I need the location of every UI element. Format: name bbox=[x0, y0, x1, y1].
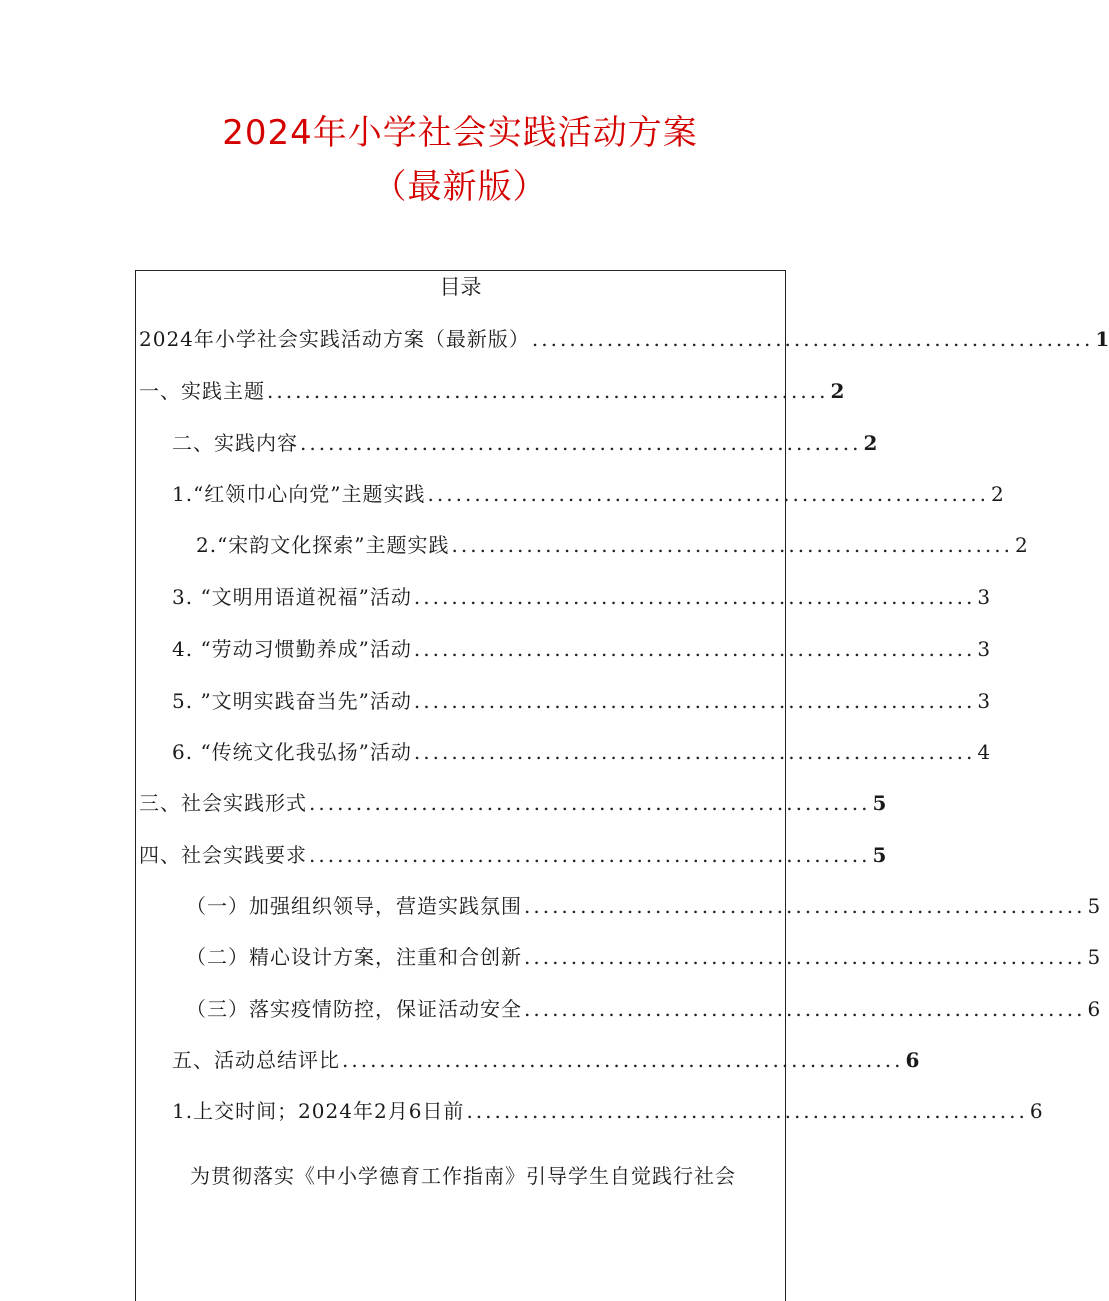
toc-entry[interactable] bbox=[139, 788, 887, 818]
toc-entry-label: （二）精心设计方案，注重和合创新 bbox=[186, 945, 522, 969]
toc-entry-page: 3 bbox=[977, 637, 991, 661]
toc-leader: ............................................................ bbox=[413, 585, 976, 609]
toc-leader: ............................................................ bbox=[531, 327, 1094, 351]
toc-entry-page: 6 bbox=[905, 1048, 920, 1072]
toc-leader: ............................................................ bbox=[413, 689, 976, 713]
toc-entry-label: （一）加强组织领导，营造实践氛围 bbox=[186, 894, 522, 918]
toc-leader: ............................................................ bbox=[524, 894, 1086, 918]
toc-entry-label: 2.“宋韵文化探索”主题实践 bbox=[196, 533, 450, 557]
toc-entry-page: 2 bbox=[1014, 533, 1028, 557]
toc-entry-page: 3 bbox=[977, 585, 991, 609]
toc-entry-page: 4 bbox=[977, 740, 991, 764]
toc-entry-page: 5 bbox=[872, 791, 887, 815]
toc-entry-label: 3. “文明用语道祝福”活动 bbox=[172, 585, 412, 609]
toc-entry-page: 2 bbox=[830, 379, 845, 403]
toc-entry-label: 一、实践主题 bbox=[139, 379, 265, 403]
toc-entry[interactable] bbox=[139, 840, 887, 870]
toc-entry-page: 5 bbox=[1087, 894, 1101, 918]
toc-entry[interactable] bbox=[172, 634, 991, 664]
toc-entry[interactable] bbox=[172, 1096, 1043, 1126]
toc-entry-page: 6 bbox=[1029, 1099, 1043, 1123]
toc-entry[interactable] bbox=[186, 891, 1101, 921]
toc-entry[interactable] bbox=[139, 324, 1109, 354]
toc-entry-label: 1.上交时间；2024年2月6日前 bbox=[172, 1099, 465, 1123]
toc-leader: ............................................................ bbox=[309, 843, 871, 867]
toc-entry-page: 6 bbox=[1087, 997, 1101, 1021]
toc-entry[interactable] bbox=[172, 428, 878, 458]
toc-entry[interactable] bbox=[172, 1045, 920, 1075]
toc-leader: ............................................................ bbox=[413, 637, 976, 661]
toc-entry-page: 5 bbox=[872, 843, 887, 867]
toc-entry-label: 4. “劳动习惯勤养成”活动 bbox=[172, 637, 412, 661]
toc-entry[interactable] bbox=[172, 737, 991, 767]
toc-entry-label: 四、社会实践要求 bbox=[139, 843, 307, 867]
toc-entry-label: 三、社会实践形式 bbox=[139, 791, 307, 815]
toc-entry[interactable] bbox=[172, 686, 991, 716]
toc-entry-label: 2024年小学社会实践活动方案（最新版） bbox=[139, 327, 530, 351]
toc-leader: ............................................................ bbox=[451, 533, 1013, 557]
document-title: 2024年小学社会实践活动方案 bbox=[222, 113, 698, 153]
toc-leader: ............................................................ bbox=[427, 482, 989, 506]
toc-entry-page: 1 bbox=[1095, 327, 1109, 351]
toc-leader: ............................................................ bbox=[309, 791, 871, 815]
toc-entry-label: 6. “传统文化我弘扬”活动 bbox=[172, 740, 412, 764]
toc-entry[interactable] bbox=[139, 376, 845, 406]
toc-frame bbox=[135, 270, 786, 1301]
toc-entry-label: 二、实践内容 bbox=[172, 431, 298, 455]
toc-entry[interactable] bbox=[186, 994, 1101, 1024]
toc-entry-label: 五、活动总结评比 bbox=[172, 1048, 340, 1072]
toc-leader: ............................................................ bbox=[342, 1048, 904, 1072]
toc-heading: 目录 bbox=[439, 275, 482, 299]
toc-entry-label: 1.“红领巾心向党”主题实践 bbox=[172, 482, 426, 506]
toc-entry[interactable] bbox=[186, 942, 1101, 972]
toc-entry-page: 2 bbox=[990, 482, 1004, 506]
toc-entry-label: 5. ”文明实践奋当先”活动 bbox=[172, 689, 412, 713]
toc-leader: ............................................................ bbox=[524, 945, 1086, 969]
toc-entry[interactable] bbox=[172, 582, 991, 612]
toc-entry-page: 5 bbox=[1087, 945, 1101, 969]
toc-entry[interactable] bbox=[172, 479, 1004, 509]
toc-leader: ............................................................ bbox=[466, 1099, 1028, 1123]
body-paragraph: 为贯彻落实《中小学德育工作指南》引导学生自觉践行社会 bbox=[190, 1164, 736, 1188]
document-subtitle: （最新版） bbox=[372, 167, 548, 207]
toc-leader: ............................................................ bbox=[267, 379, 829, 403]
toc-leader: ............................................................ bbox=[413, 740, 976, 764]
toc-entry-label: （三）落实疫情防控，保证活动安全 bbox=[186, 997, 522, 1021]
toc-leader: ............................................................ bbox=[524, 997, 1086, 1021]
toc-leader: ............................................................ bbox=[300, 431, 862, 455]
toc-entry-page: 2 bbox=[863, 431, 878, 455]
toc-entry-page: 3 bbox=[977, 689, 991, 713]
toc-entry[interactable] bbox=[196, 530, 1028, 560]
